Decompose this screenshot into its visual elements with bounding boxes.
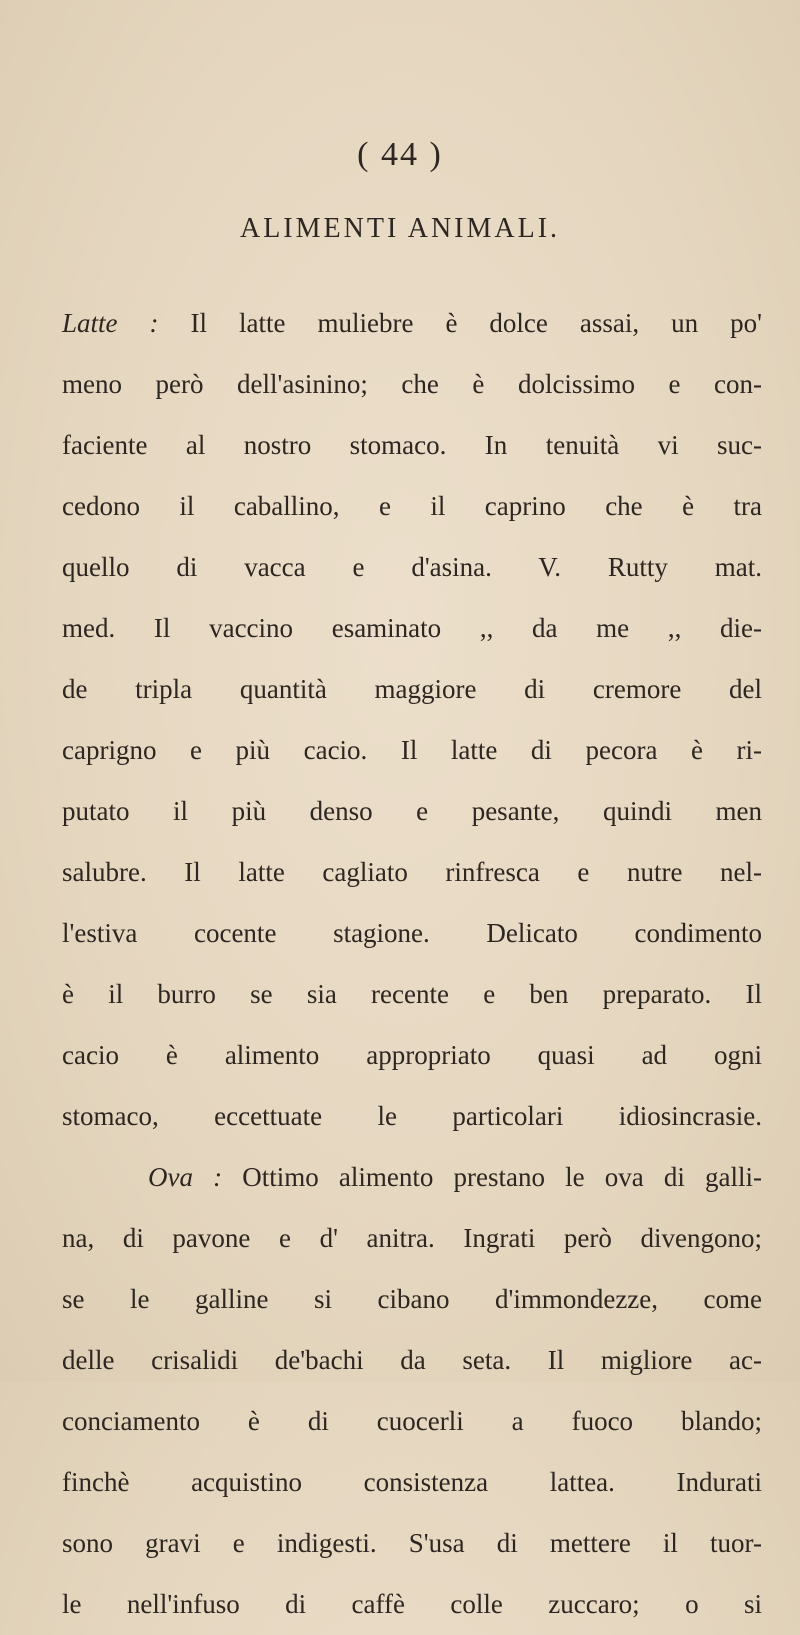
text-line: faciente al nostro stomaco. In tenuità vi suc- <box>62 430 762 460</box>
text-line: quello di vacca e d'asina. V. Rutty mat. <box>62 552 762 582</box>
text-line: finchè acquistino consistenza lattea. Indurati <box>62 1467 762 1497</box>
text-line: cacio è alimento appropriato quasi ad ogni <box>62 1040 762 1070</box>
text-line <box>62 293 762 354</box>
text-line: caprigno e più cacio. Il latte di pecora è ri- <box>62 735 762 765</box>
text-line: na, di pavone e d' anitra. Ingrati però divengono; <box>62 1223 762 1253</box>
text-line: med. Il vaccino esaminato ,, da me ,, die- <box>62 613 762 643</box>
line-text: Ottimo alimento prestano le ova di galli- <box>242 1162 762 1192</box>
text-line: stomaco, eccettuate le particolari idiosincrasie. <box>62 1101 762 1131</box>
text-line: è il burro se sia recente e ben preparato. Il <box>62 979 762 1009</box>
line-text: Il latte muliebre è dolce assai, un po' <box>190 308 763 338</box>
text-line: putato il più denso e pesante, quindi men <box>62 796 762 826</box>
paragraph-lead: Ova : <box>148 1162 223 1192</box>
text-line: se le galline si cibano d'immondezze, come <box>62 1284 762 1314</box>
section-title: ALIMENTI ANIMALI. <box>239 213 561 244</box>
text-line: salubre. Il latte cagliato rinfresca e nutre nel- <box>62 857 762 887</box>
text-line: le nell'infuso di caffè colle zuccaro; o si <box>62 1589 762 1619</box>
text-line: sono gravi e indigesti. S'usa di mettere il tuor- <box>62 1528 762 1558</box>
text-line <box>62 1147 762 1208</box>
text-line: delle crisalidi de'bachi da seta. Il migliore ac- <box>62 1345 762 1375</box>
text-line: cedono il caballino, e il caprino che è tra <box>62 491 762 521</box>
page-body <box>62 293 762 1635</box>
page-number: ( 44 ) <box>357 136 443 173</box>
text-line: conciamento è di cuocerli a fuoco blando; <box>62 1406 762 1436</box>
paragraph-lead: Latte : <box>62 308 159 338</box>
text-line: meno però dell'asinino; che è dolcissimo e con- <box>62 369 762 399</box>
text-line: l'estiva cocente stagione. Delicato condimento <box>62 918 762 948</box>
text-line: de tripla quantità maggiore di cremore del <box>62 674 762 704</box>
